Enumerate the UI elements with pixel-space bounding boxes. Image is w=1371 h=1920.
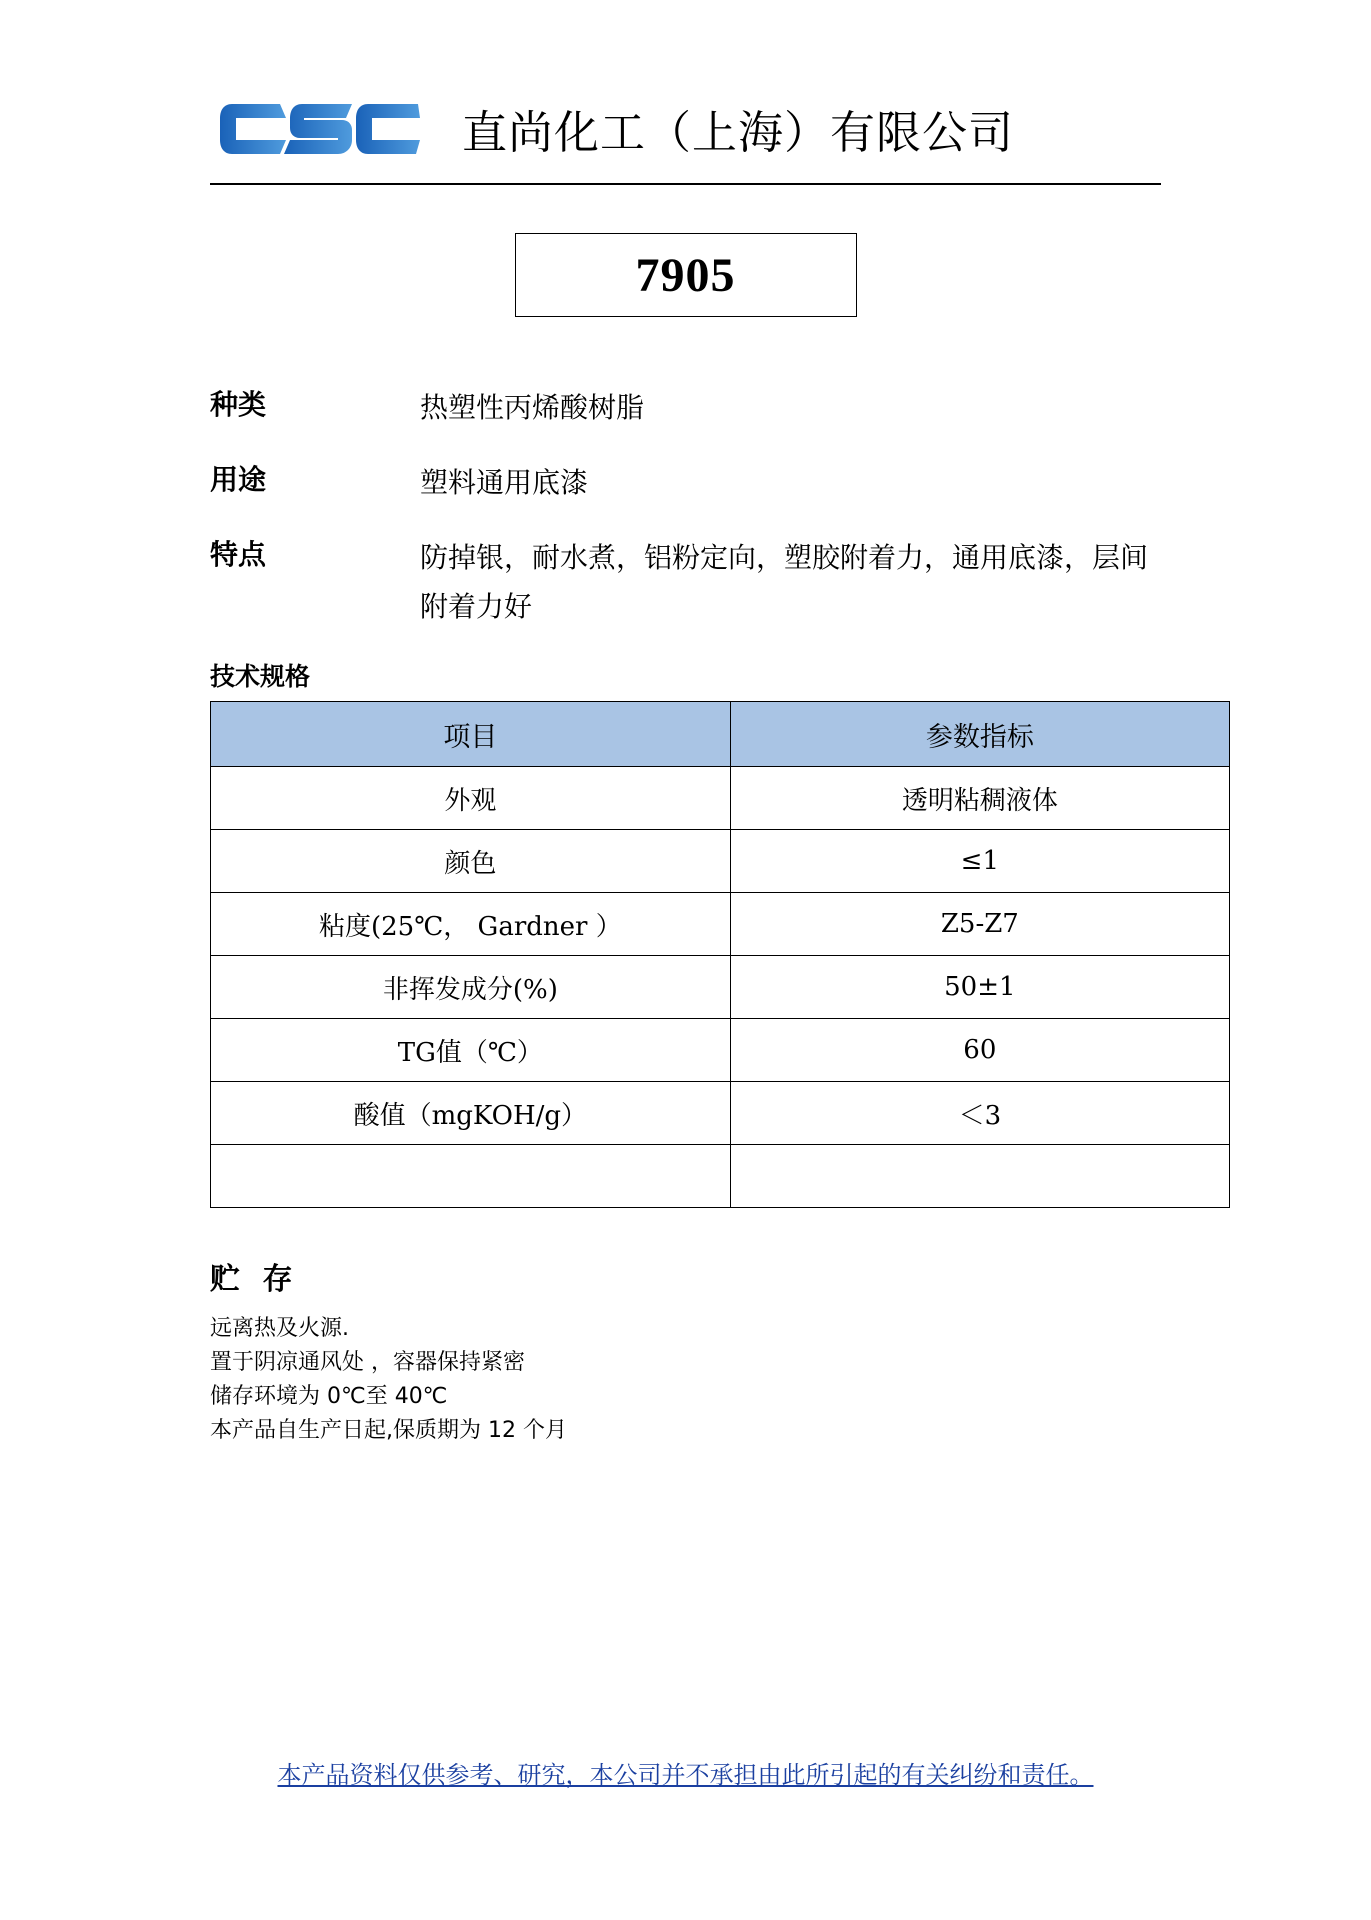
table-row xyxy=(211,1082,1230,1145)
storage-line: 储存环境为 0℃至 40℃ xyxy=(210,1384,448,1410)
table-cell-value xyxy=(730,1145,1229,1208)
info-row xyxy=(210,458,1171,507)
info-value-features: 防掉银，耐水煮，铝粉定向，塑胶附着力，通用底漆，层间附着力好 xyxy=(420,541,1149,623)
table-cell-value: 透明粘稠液体 xyxy=(730,767,1229,830)
footer-disclaimer-text: 本产品资料仅供参考、研究，本公司并不承担由此所引起的有关纠纷和责任。 xyxy=(277,1761,1094,1789)
info-label-type: 种类 xyxy=(210,388,267,421)
document-header xyxy=(200,0,1171,161)
table-cell-item: 非挥发成分(%) xyxy=(211,956,731,1019)
storage-lines xyxy=(200,1312,1171,1448)
storage-line: 本产品自生产日起,保质期为 12 个月 xyxy=(210,1418,567,1444)
info-row xyxy=(210,533,1171,631)
footer-disclaimer xyxy=(0,1755,1371,1790)
company-name: 直尚化工（上海）有限公司 xyxy=(462,106,1015,159)
product-code: 7905 xyxy=(515,233,857,317)
info-label-features: 特点 xyxy=(210,538,267,571)
table-header-item: 项目 xyxy=(211,702,731,767)
table-cell-item: 颜色 xyxy=(211,830,731,893)
table-row xyxy=(211,1019,1230,1082)
table-cell-value: 60 xyxy=(730,1019,1229,1082)
table-cell-item xyxy=(211,1145,731,1208)
info-row xyxy=(210,383,1171,432)
product-code-container xyxy=(200,233,1171,317)
header-divider xyxy=(210,183,1161,185)
csc-logo xyxy=(220,98,420,160)
product-info xyxy=(200,383,1171,631)
table-cell-value: ≤1 xyxy=(730,830,1229,893)
spec-section-title: 技术规格 xyxy=(210,662,311,691)
info-label-usage: 用途 xyxy=(210,463,267,496)
table-row xyxy=(211,767,1230,830)
table-cell-item: TG值（℃） xyxy=(211,1019,731,1082)
table-row xyxy=(211,1145,1230,1208)
storage-line: 置于阴凉通风处 ，容器保持紧密 xyxy=(210,1350,525,1376)
info-value-type: 热塑性丙烯酸树脂 xyxy=(420,391,645,424)
table-header-row xyxy=(211,702,1230,767)
info-value-usage: 塑料通用底漆 xyxy=(420,466,589,499)
table-cell-value: ＜3 xyxy=(730,1082,1229,1145)
storage-line: 远离热及火源. xyxy=(210,1316,349,1341)
table-cell-item: 酸值（mgKOH/g） xyxy=(211,1082,731,1145)
table-cell-item: 外观 xyxy=(211,767,731,830)
table-row xyxy=(211,956,1230,1019)
table-row xyxy=(211,830,1230,893)
table-cell-item: 粘度(25℃， Gardner ） xyxy=(211,893,731,956)
spec-table xyxy=(210,701,1230,1208)
table-cell-value: Z5-Z7 xyxy=(730,893,1229,956)
table-row xyxy=(211,893,1230,956)
table-header-value: 参数指标 xyxy=(730,702,1229,767)
storage-section-title: 贮 存 xyxy=(210,1262,299,1297)
table-cell-value: 50±1 xyxy=(730,956,1229,1019)
